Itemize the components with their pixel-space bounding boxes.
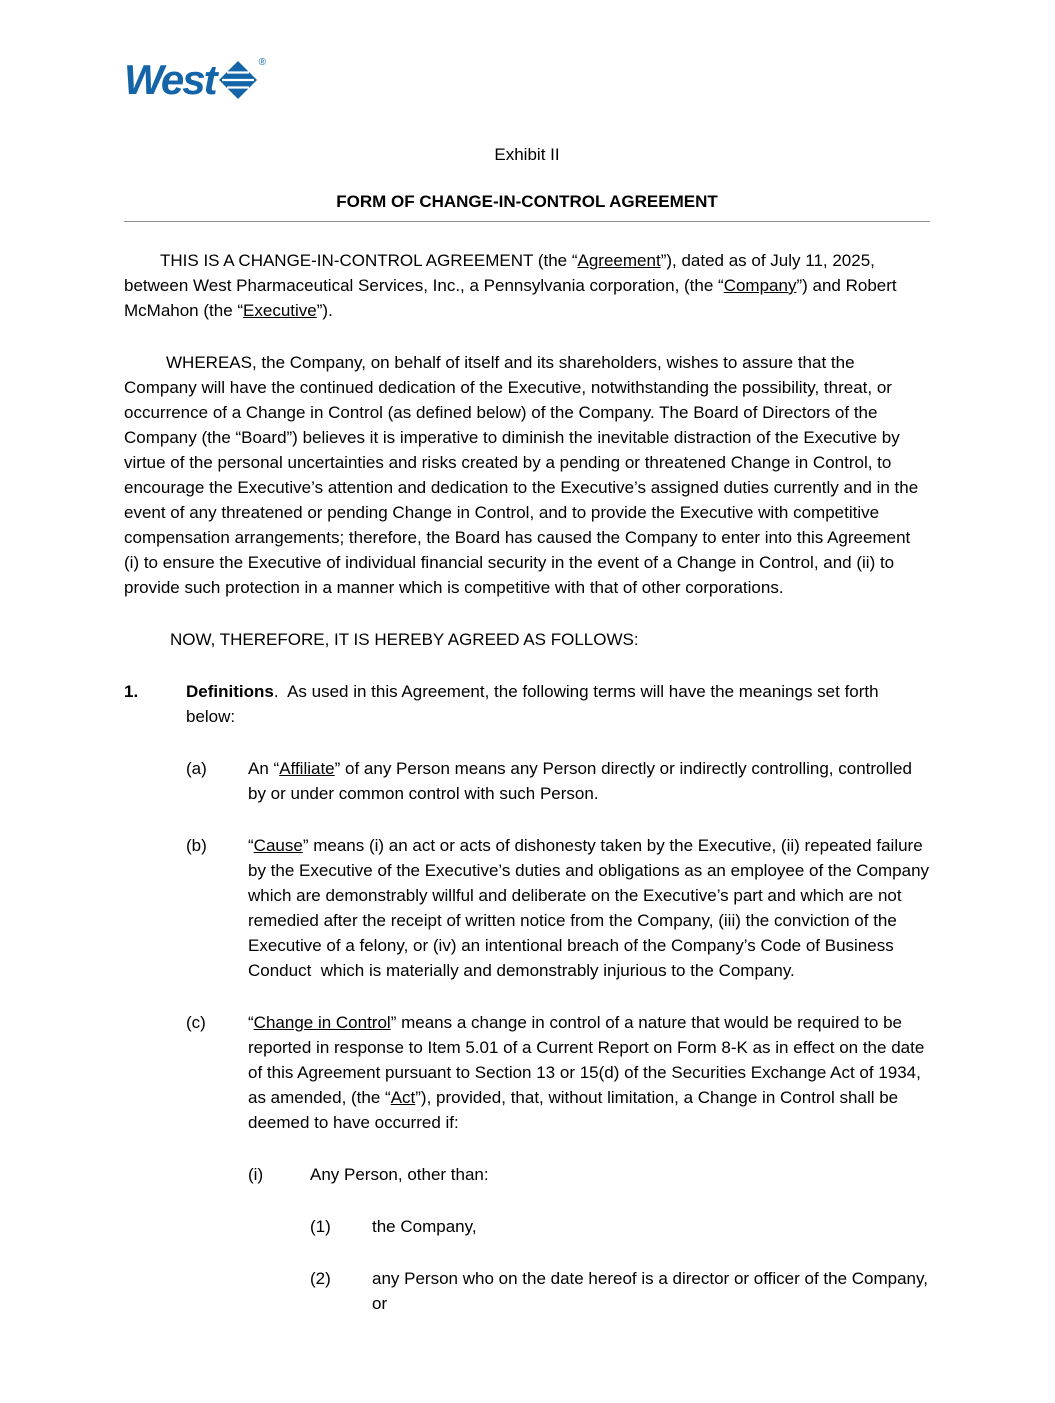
registered-trademark-icon: ®	[258, 57, 266, 68]
list-marker-a: (a)	[186, 759, 207, 778]
list-content-sub2: any Person who on the date hereof is a director or officer of the Company, or	[372, 1269, 933, 1313]
list-item-definitions	[124, 679, 930, 729]
list-content-c: “Change in Control” means a change in control of a nature that would be required to be reported in response to Item 5.01 of a Current Report on Form 8-K as in effect on the date of this Agreement pursuant to Section 13 or 15(d) of the Securities Exchange Act of 1934, as amended, (the “Act”), provided, that, without limitation, a Change in Control shall be deemed to have occurred if:	[248, 1013, 930, 1132]
list-item-c-change-in-control	[186, 1010, 930, 1135]
west-diamond-globe-icon	[218, 60, 258, 100]
document-title: FORM OF CHANGE-IN-CONTROL AGREEMENT	[124, 189, 930, 222]
list-item-b-cause	[186, 833, 934, 983]
list-marker-sub1: (1)	[310, 1217, 331, 1236]
list-marker-1: 1.	[124, 682, 139, 701]
list-content-sub1: the Company,	[372, 1217, 477, 1236]
list-content-1: Definitions. As used in this Agreement, the following terms will have the meanings set forth below:	[186, 682, 884, 726]
west-logo	[124, 58, 930, 104]
list-content-b: “Cause” means (i) an act or acts of dishonesty taken by the Executive, (ii) repeated failure by the Executive of the Executive’s duties and obligations as an employee of the Company which are demonstrably willful and deliberate on the Executive’s part and which are not remedied after the receipt of written notice from the Company, (iii) the conviction of the Executive of a felony, or (iv) an intentional breach of the Company’s Code of Business Conduct which is materially and demonstrably injurious to the Company.	[248, 836, 934, 980]
intro-paragraph: THIS IS A CHANGE-IN-CONTROL AGREEMENT (the “Agreement”), dated as of July 11, 2025, between West Pharmaceutical Services, Inc., a Pennsylvania corporation, (the “Company”) and Robert McMahon (the “Executive”).	[124, 251, 897, 320]
list-content-a: An “Affiliate” of any Person means any Person directly or indirectly controlling, controlled by or under common control with such Person.	[248, 759, 917, 803]
list-marker-c: (c)	[186, 1013, 206, 1032]
list-item-sub2-director-officer	[310, 1266, 933, 1316]
now-therefore-line: NOW, THEREFORE, IT IS HEREBY AGREED AS FOLLOWS:	[170, 630, 639, 649]
list-marker-i: (i)	[248, 1165, 264, 1184]
list-marker-b: (b)	[186, 836, 207, 855]
list-item-i-any-person	[248, 1162, 930, 1187]
list-marker-sub2: (2)	[310, 1269, 331, 1288]
list-item-a-affiliate	[186, 756, 930, 806]
exhibit-label: Exhibit II	[494, 145, 560, 164]
west-logo-text: West	[124, 56, 216, 103]
list-item-sub1-the-company	[310, 1214, 930, 1239]
list-content-i: Any Person, other than:	[310, 1165, 489, 1184]
whereas-paragraph: WHEREAS, the Company, on behalf of itself and its shareholders, wishes to assure that the Company will have the continued dedication of the Executive, notwithstanding the possibility, threat, or occurrence of a Change in Control (as defined below) of the Company. The Board of Directors of the Company (the “Board”) believes it is imperative to diminish the inevitable distraction of the Executive by virtue of the personal uncertainties and risks created by a pending or threatened Change in Control, to encourage the Executive’s attention and dedication to the Executive’s assigned duties currently and in the event of any threatened or pending Change in Control, and to provide the Executive with competitive compensation arrangements; therefore, the Board has caused the Company to enter into this Agreement (i) to ensure the Executive of individual financial security in the event of a Change in Control, and (ii) to provide such protection in a manner which is competitive with that of other corporations.	[124, 353, 919, 597]
